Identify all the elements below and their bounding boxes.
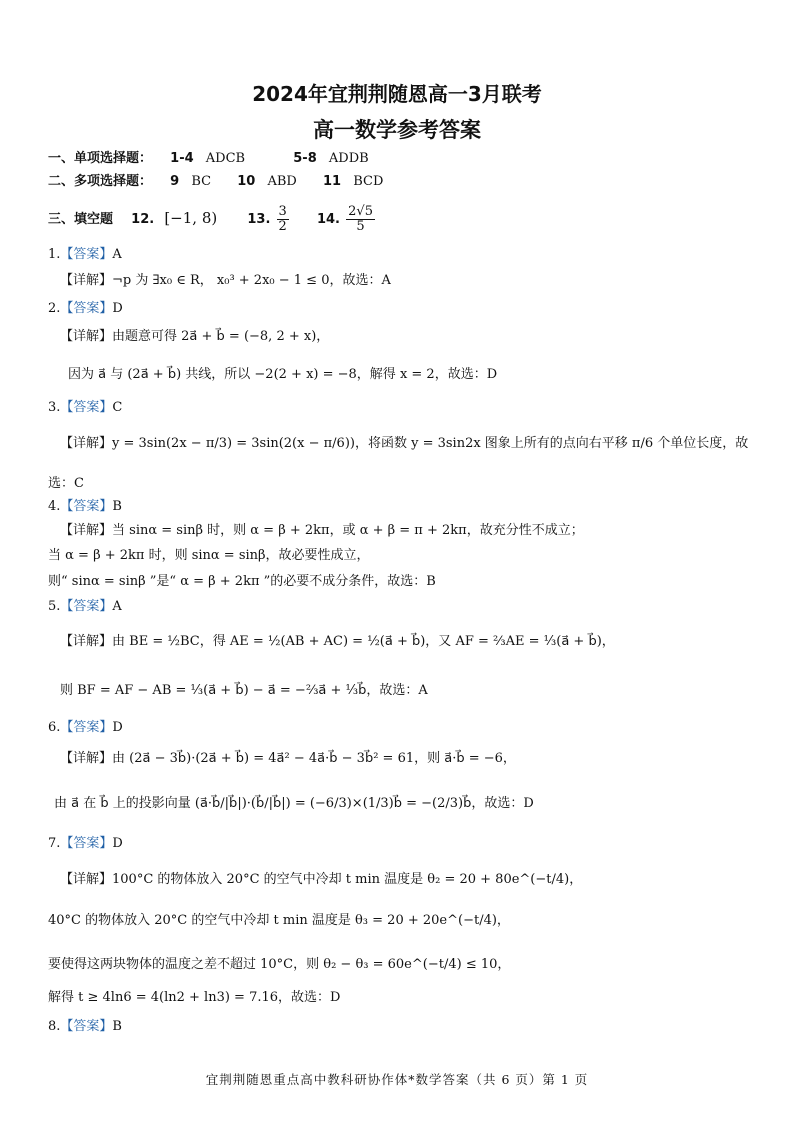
answer-tag: 【答案】: [60, 1019, 113, 1034]
question-2-detail-line-2: 因为 a⃗ 与 (2a⃗ + b⃗) 共线，所以 −2(2 + x) = −8，解得 x = 2，故选：D: [68, 367, 498, 382]
detail-text: ¬p 为 ∃x₀ ∈ R， x₀³ + 2x₀ − 1 ≤ 0，故选：A: [112, 273, 391, 288]
detail-text: 由 (2a⃗ − 3b⃗)·(2a⃗ + b⃗) = 4a⃗² − 4a⃗·b⃗ − 3b⃗² = 61，则 a⃗·b⃗ = −6，: [112, 751, 516, 766]
question-3-detail-line-2: 选：C: [48, 476, 84, 491]
question-7-detail-line-1: [60, 870, 582, 890]
group-answers: ADDB: [328, 151, 369, 166]
detail-tag: 【详解】: [60, 273, 113, 288]
page-footer: 宜荆荆随恩重点高中教科研协作体*数学答案（共 6 页）第 1 页: [205, 1072, 589, 1087]
answer-value: D: [112, 720, 123, 735]
answer-tag: 【答案】: [60, 301, 113, 316]
page-title: 2024年宜荆荆随恩高一3月联考: [252, 82, 542, 106]
question-number: 1.: [48, 247, 61, 262]
question-answer: BC: [191, 174, 212, 189]
question-2-detail-line-1: [60, 327, 329, 347]
question-6-detail-line-1: [60, 749, 516, 769]
answer-tag: 【答案】: [60, 499, 113, 514]
question-4-detail-line-3: 则“ sinα = sinβ ”是“ α = β + 2kπ ”的必要不成分条件，故选：B: [48, 574, 436, 589]
detail-tag: 【详解】: [60, 634, 113, 649]
question-7-detail-line-3: 要使得这两块物体的温度之差不超过 10°C，则 θ₂ − θ₃ = 60e^(−t/4) ≤ 10，: [48, 957, 511, 972]
answer-value: D: [112, 301, 123, 316]
question-7-detail-line-2: 40°C 的物体放入 20°C 的空气中冷却 t min 温度是 θ₃ = 20 + 20e^(−t/4)，: [48, 913, 510, 928]
question-1-detail: [60, 271, 391, 291]
question-8-answer: [48, 1017, 122, 1037]
question-7-detail-line-4: 解得 t ≥ 4ln6 = 4(ln2 + ln3) = 7.16，故选：D: [48, 990, 341, 1005]
question-1-answer: [48, 245, 122, 265]
question-3-detail-line-1: [60, 434, 748, 454]
question-2-answer: [48, 299, 123, 319]
section-label: 一、单项选择题：: [48, 151, 153, 166]
question-number: 13.: [247, 212, 271, 227]
question-5-detail-line-2: 则 BF = AF − AB = ⅓(a⃗ + b⃗) − a⃗ = −⅔a⃗ + ⅓b⃗，故选：A: [60, 683, 428, 698]
section-multi-choice: [48, 172, 383, 192]
group-label: 1-4: [170, 151, 194, 166]
detail-text: 100°C 的物体放入 20°C 的空气中冷却 t min 温度是 θ₂ = 20 + 80e^(−t/4)，: [112, 872, 583, 887]
question-number: 8.: [48, 1019, 61, 1034]
group-label: 5-8: [293, 151, 317, 166]
answer-value: [−1, 8): [164, 209, 218, 227]
detail-text: 由 BE = ½BC，得 AE = ½(AB + AC) = ½(a⃗ + b⃗)，又 AF = ⅔AE = ⅓(a⃗ + b⃗)，: [112, 634, 615, 649]
question-number: 9: [170, 174, 180, 189]
question-number: 14.: [316, 212, 340, 227]
detail-text: 当 sinα = sinβ 时，则 α = β + 2kπ，或 α + β = π + 2kπ，故充分性不成立；: [112, 523, 584, 538]
question-6-detail-line-2: 由 a⃗ 在 b⃗ 上的投影向量 (a⃗·b⃗/|b⃗|)·(b⃗/|b⃗|) = (−6/3)×(1/3)b⃗ = −(2/3)b⃗，故选：D: [54, 796, 534, 811]
answer-tag: 【答案】: [60, 720, 113, 735]
detail-text: y = 3sin(2x − π/3) = 3sin(2(x − π/6))，将函数 y = 3sin2x 图象上所有的点向右平移 π/6 个单位长度，故: [112, 436, 749, 451]
question-number: 4.: [48, 499, 61, 514]
question-5-detail-line-1: [60, 632, 615, 652]
page-subtitle: 高一数学参考答案: [313, 118, 481, 142]
detail-tag: 【详解】: [60, 436, 113, 451]
question-number: 12.: [131, 212, 155, 227]
answer-tag: 【答案】: [60, 599, 113, 614]
answer-fraction: [277, 205, 289, 234]
section-label: 二、多项选择题：: [48, 174, 153, 189]
answer-tag: 【答案】: [60, 836, 113, 851]
question-number: 6.: [48, 720, 61, 735]
question-number: 10: [237, 174, 256, 189]
question-7-answer: [48, 834, 123, 854]
question-number: 7.: [48, 836, 61, 851]
answer-fraction: [346, 205, 375, 234]
question-answer: ABD: [267, 174, 297, 189]
detail-text: 由题意可得 2a⃗ + b⃗ = (−8, 2 + x)，: [112, 329, 330, 344]
answer-tag: 【答案】: [60, 400, 113, 415]
fraction-denominator: 2: [278, 219, 287, 234]
detail-tag: 【详解】: [60, 523, 113, 538]
section-fill-blank: [48, 200, 377, 238]
answer-tag: 【答案】: [60, 247, 113, 262]
fraction-numerator: 2√5: [348, 204, 373, 219]
answer-value: C: [112, 400, 123, 415]
detail-tag: 【详解】: [60, 329, 113, 344]
fraction-numerator: 3: [278, 204, 287, 219]
question-4-answer: [48, 497, 122, 517]
section-single-choice: [48, 149, 369, 169]
question-number: 2.: [48, 301, 61, 316]
fraction-denominator: 5: [356, 219, 365, 234]
question-number: 3.: [48, 400, 61, 415]
question-4-detail-line-2: 当 α = β + 2kπ 时，则 sinα = sinβ，故必要性成立，: [48, 548, 370, 563]
answer-value: A: [112, 599, 122, 614]
answer-value: B: [112, 499, 122, 514]
question-4-detail-line-1: [60, 521, 584, 541]
question-number: 11: [322, 174, 342, 189]
question-5-answer: [48, 597, 122, 617]
answer-value: B: [112, 1019, 122, 1034]
answer-value: D: [112, 836, 123, 851]
question-number: 5.: [48, 599, 61, 614]
question-3-answer: [48, 398, 122, 418]
question-answer: BCD: [353, 174, 384, 189]
detail-tag: 【详解】: [60, 872, 113, 887]
group-answers: ADCB: [205, 151, 246, 166]
section-label: 三、填空题: [48, 212, 114, 227]
question-6-answer: [48, 718, 123, 738]
detail-tag: 【详解】: [60, 751, 113, 766]
answer-value: A: [112, 247, 122, 262]
